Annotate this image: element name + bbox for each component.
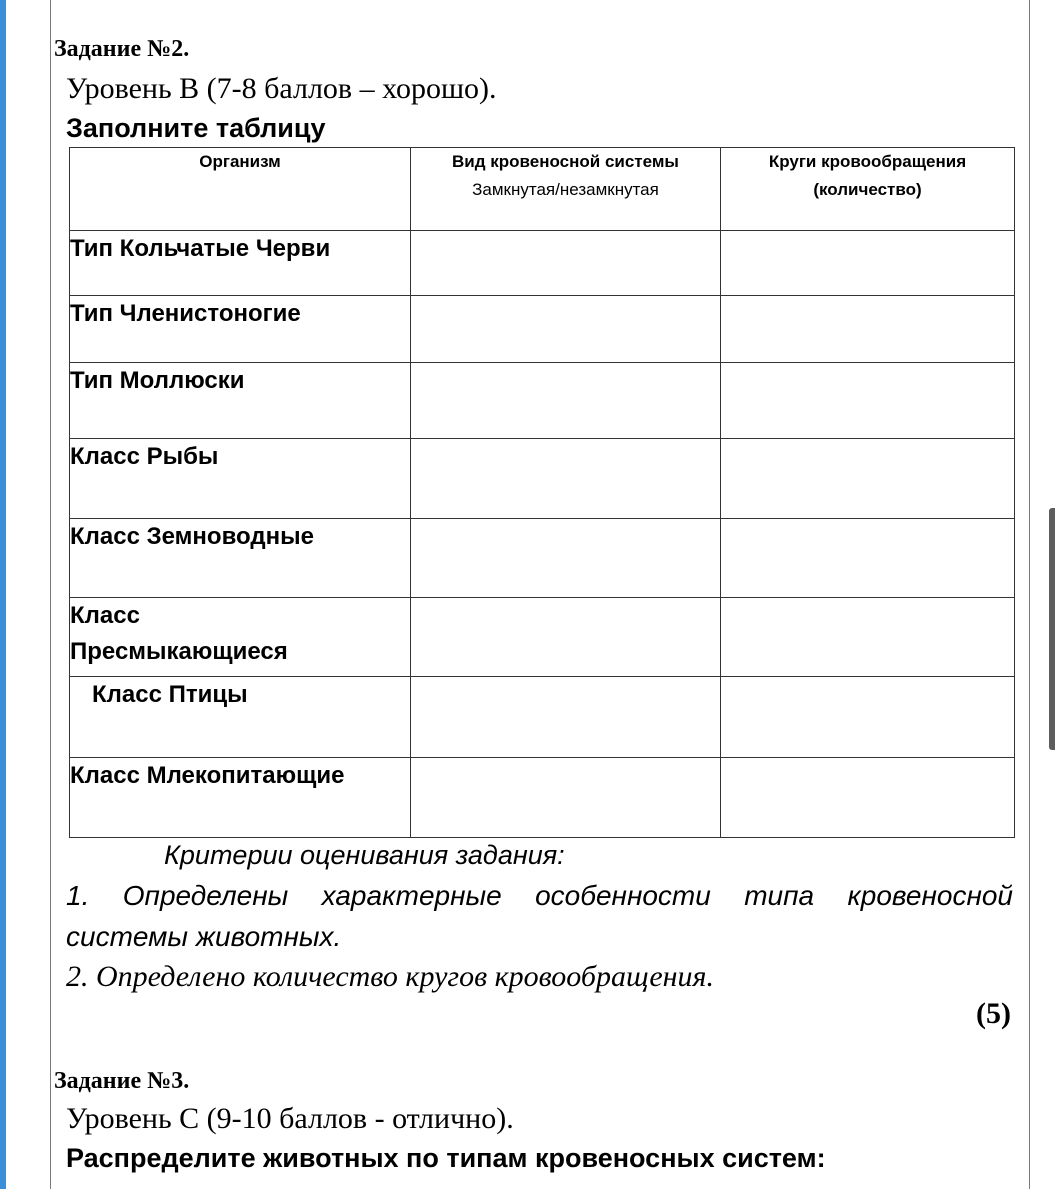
table-row: [70, 677, 1015, 758]
organism-table: [69, 147, 1015, 838]
organism-cell: Класс Млекопитающие: [70, 758, 411, 838]
organism-cell: Класс Земноводные: [70, 519, 411, 598]
system-cell[interactable]: [411, 758, 721, 838]
circles-cell[interactable]: [721, 296, 1015, 363]
header-system-sub: Замкнутая/незамкнутая: [472, 180, 659, 199]
criteria-item2: 2. Определено количество кругов кровообращения.: [66, 960, 715, 993]
system-cell[interactable]: [411, 296, 721, 363]
left-edge-bar: [0, 0, 6, 1189]
criteria-item1-line1: 1. Определены характерные особенности типа кровеносной: [66, 880, 1013, 911]
circles-cell[interactable]: [721, 677, 1015, 758]
task3-title: Задание №3.: [54, 1068, 190, 1094]
task2-instruction: Заполните таблицу: [66, 113, 326, 143]
circles-cell[interactable]: [721, 363, 1015, 439]
header-circles: [721, 148, 1015, 231]
table-row: [70, 439, 1015, 519]
header-organism-label: Организм: [199, 152, 281, 171]
circles-cell[interactable]: [721, 231, 1015, 296]
system-cell[interactable]: [411, 363, 721, 439]
task3-level: Уровень С (9-10 баллов - отлично).: [66, 1102, 514, 1135]
header-circles-label: Круги кровообращения: [768, 152, 967, 171]
organism-cell-line1: Класс: [70, 602, 140, 629]
task2-level: Уровень В (7-8 баллов – хорошо).: [66, 72, 497, 105]
header-system-label: Вид кровеносной системы: [452, 152, 679, 171]
header-system: [411, 148, 721, 231]
page-border-left: [50, 0, 51, 1189]
criteria-item1-line2: системы животных.: [66, 921, 342, 952]
organism-cell: Тип Членистоногие: [70, 296, 411, 363]
organism-cell: Тип Моллюски: [70, 363, 411, 439]
header-organism: [70, 148, 411, 231]
system-cell[interactable]: [411, 677, 721, 758]
circles-cell[interactable]: [721, 439, 1015, 519]
system-cell[interactable]: [411, 439, 721, 519]
organism-cell: Класс Рыбы: [70, 439, 411, 519]
page-border-right: [1029, 0, 1030, 1189]
circles-cell[interactable]: [721, 519, 1015, 598]
task3-instruction: Распределите животных по типам кровеносных систем:: [66, 1143, 826, 1173]
system-cell[interactable]: [411, 598, 721, 677]
header-circles-sub: (количество): [813, 180, 922, 199]
organism-cell-line2: Пресмыкающиеся: [70, 638, 288, 665]
organism-cell: Тип Кольчатые Черви: [70, 231, 411, 296]
system-cell[interactable]: [411, 231, 721, 296]
criteria-title: Критерии оценивания задания:: [164, 840, 565, 870]
circles-cell[interactable]: [721, 758, 1015, 838]
table-row: [70, 598, 1015, 677]
organism-cell: Класс Птицы: [70, 677, 411, 758]
table-row: [70, 758, 1015, 838]
circles-cell[interactable]: [721, 598, 1015, 677]
scrollbar-thumb[interactable]: [1049, 508, 1055, 750]
table-row: [70, 296, 1015, 363]
table-header-row: [70, 148, 1015, 231]
system-cell[interactable]: [411, 519, 721, 598]
table-row: [70, 231, 1015, 296]
organism-cell: [70, 598, 411, 677]
table-row: [70, 519, 1015, 598]
score: (5): [976, 997, 1011, 1030]
task2-title: Задание №2.: [54, 36, 190, 62]
table-row: [70, 363, 1015, 439]
